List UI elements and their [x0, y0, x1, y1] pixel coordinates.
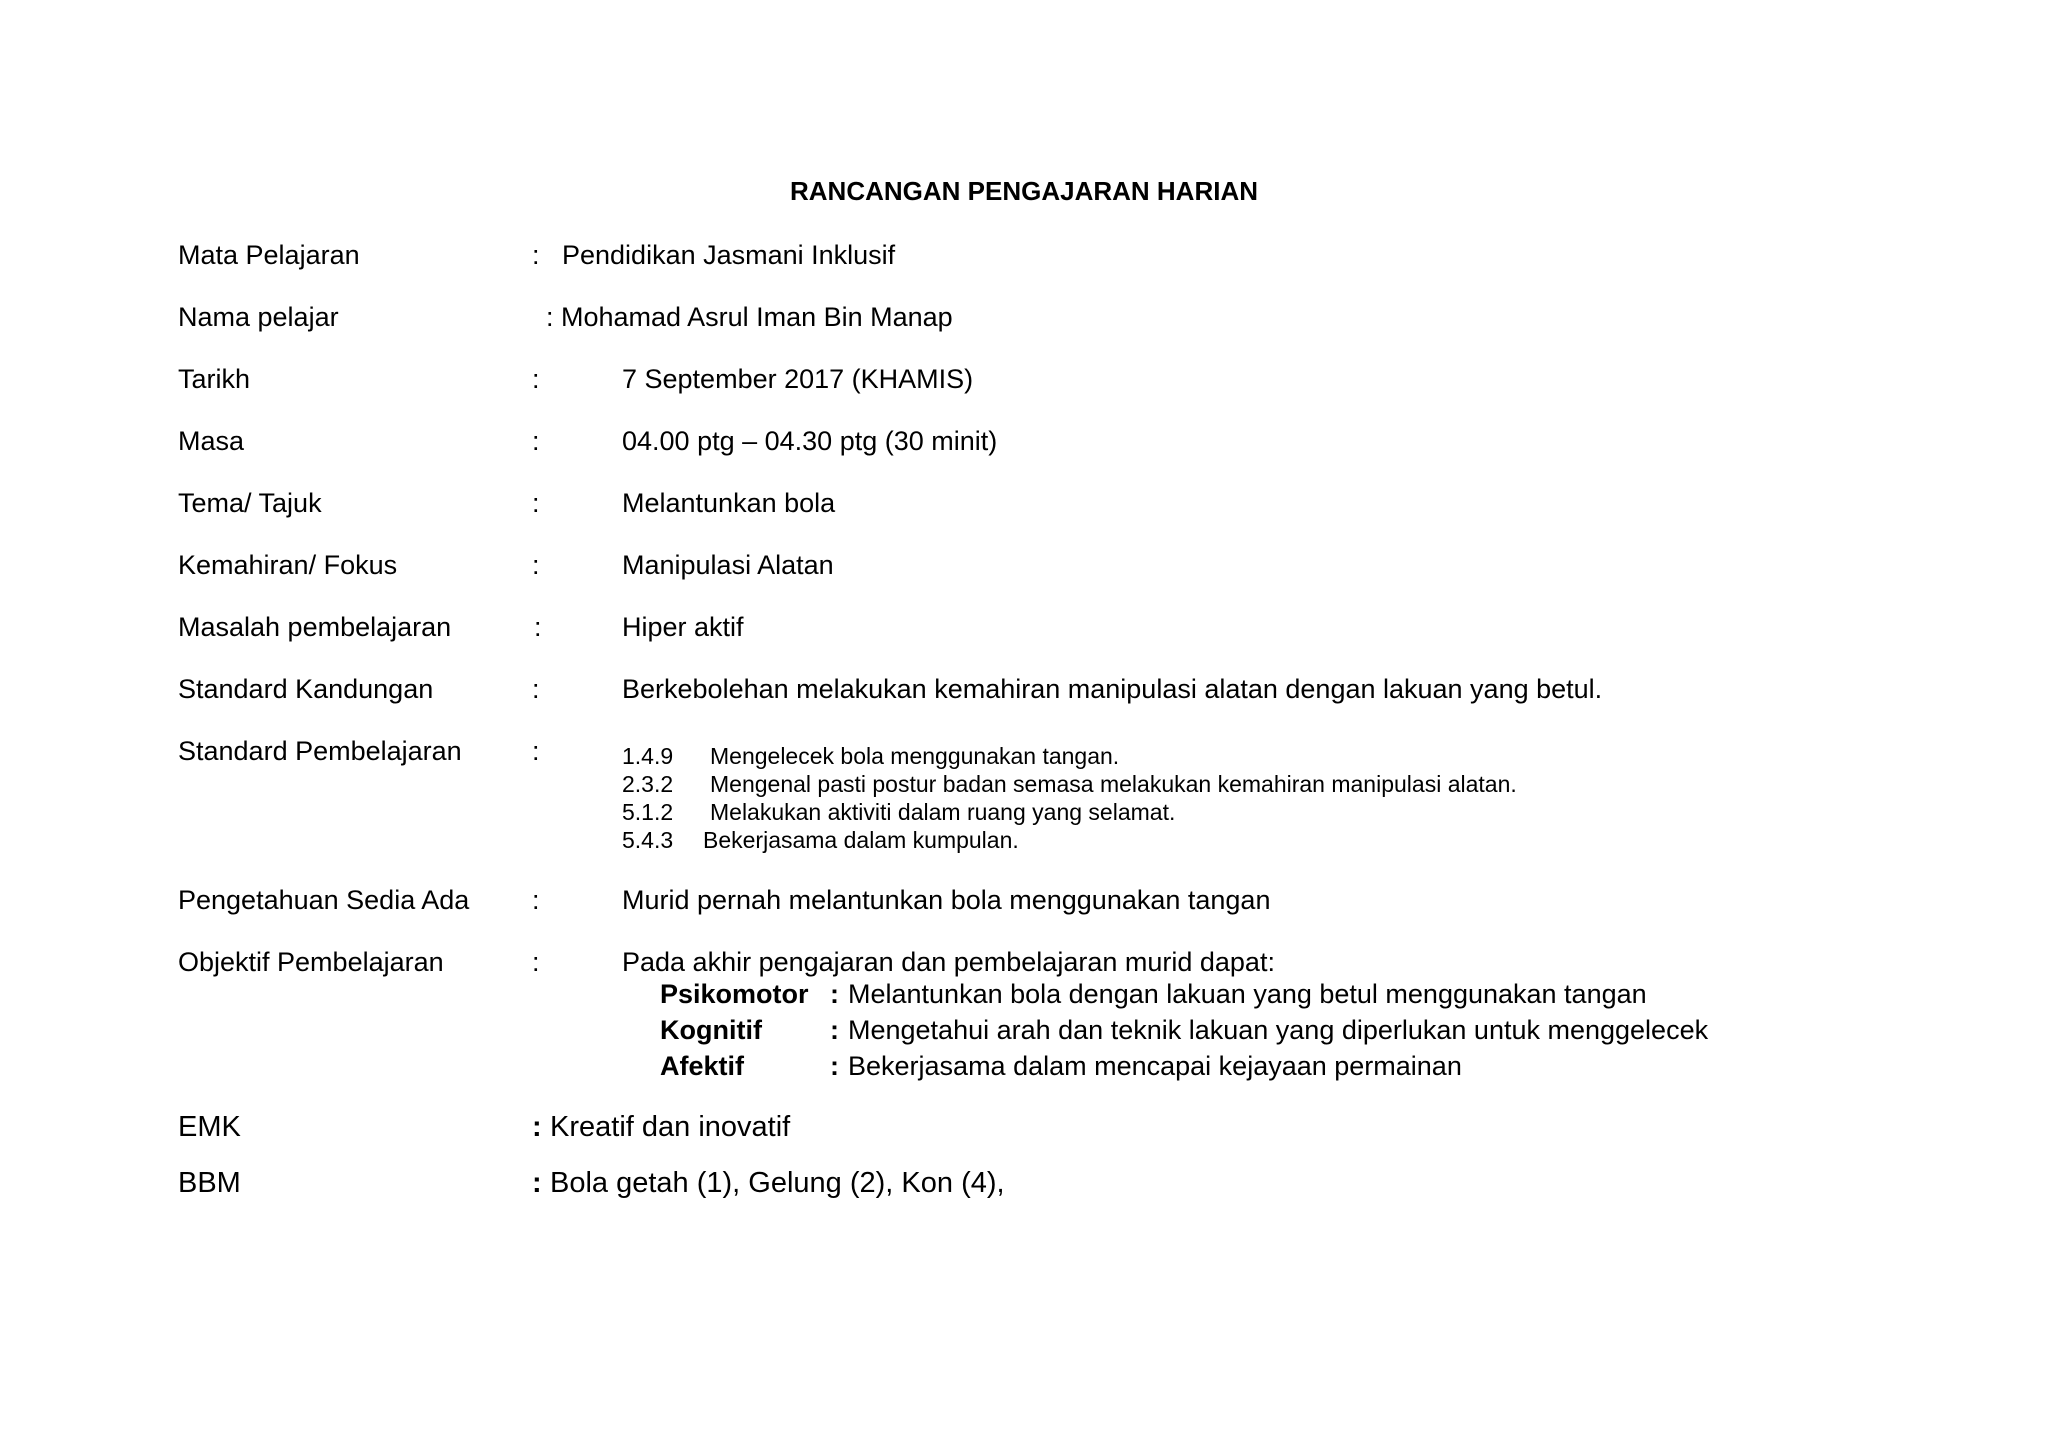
field-colon: : [532, 1167, 542, 1199]
field-value-bbm: Bola getah (1), Gelung (2), Kon (4), [550, 1167, 1005, 1199]
field-value-mata-pelajaran: Pendidikan Jasmani Inklusif [562, 240, 896, 270]
objective-domain: Kognitif [660, 1015, 762, 1045]
standard-code: 5.1.2 [622, 799, 674, 825]
field-colon: : [532, 240, 540, 270]
field-label-masa: Masa [178, 426, 245, 456]
field-colon: : [532, 736, 540, 766]
field-label-bbm: BBM [178, 1167, 241, 1199]
field-label-kemahiran-fokus: Kemahiran/ Fokus [178, 550, 398, 580]
objective-colon: : [830, 1015, 839, 1045]
field-value-pengetahuan-sedia-ada: Murid pernah melantunkan bola menggunakan tangan [622, 885, 1271, 915]
field-label-standard-pembelajaran: Standard Pembelajaran [178, 736, 462, 766]
field-colon: : [532, 947, 540, 977]
field-colon: : [532, 885, 540, 915]
field-label-emk: EMK [178, 1111, 241, 1143]
field-value-tema-tajuk: Melantunkan bola [622, 488, 836, 518]
objective-domain: Psikomotor [660, 979, 809, 1009]
standard-code: 2.3.2 [622, 771, 674, 797]
field-value-standard-kandungan: Berkebolehan melakukan kemahiran manipulasi alatan dengan lakuan yang betul. [622, 674, 1603, 704]
field-label-objektif-pembelajaran: Objektif Pembelajaran [178, 947, 444, 977]
objective-domain: Afektif [660, 1051, 745, 1081]
standard-code: 5.4.3 [622, 827, 674, 853]
field-colon: : [532, 426, 540, 456]
field-label-standard-kandungan: Standard Kandungan [178, 674, 434, 704]
standard-text: Bekerjasama dalam kumpulan. [703, 827, 1019, 853]
field-value-emk: Kreatif dan inovatif [550, 1111, 791, 1143]
field-label-tarikh: Tarikh [178, 364, 251, 394]
field-colon: : [532, 488, 540, 518]
document-title: RANCANGAN PENGAJARAN HARIAN [789, 176, 1258, 206]
field-label-tema-tajuk: Tema/ Tajuk [178, 488, 322, 518]
field-colon: : [532, 1111, 542, 1143]
standard-text: Mengenal pasti postur badan semasa melakukan kemahiran manipulasi alatan. [710, 771, 1517, 797]
field-value-masalah-pembelajaran: Hiper aktif [622, 612, 744, 642]
standard-code: 1.4.9 [622, 743, 674, 769]
field-colon: : [532, 364, 540, 394]
objective-text: Melantunkan bola dengan lakuan yang betul menggunakan tangan [848, 979, 1647, 1009]
field-colon: : [532, 550, 540, 580]
objective-text: Bekerjasama dalam mencapai kejayaan permainan [848, 1051, 1462, 1081]
field-value-kemahiran-fokus: Manipulasi Alatan [622, 550, 834, 580]
field-label-masalah-pembelajaran: Masalah pembelajaran [178, 612, 452, 642]
field-label-mata-pelajaran: Mata Pelajaran [178, 240, 360, 270]
objective-colon: : [830, 1051, 839, 1081]
field-label-pengetahuan-sedia-ada: Pengetahuan Sedia Ada [178, 885, 470, 915]
field-colon: : [532, 674, 540, 704]
objective-colon: : [830, 979, 839, 1009]
field-value-nama-pelajar: : Mohamad Asrul Iman Bin Manap [546, 302, 953, 332]
field-label-nama-pelajar: Nama pelajar [178, 302, 339, 332]
field-value-tarikh: 7 September 2017 (KHAMIS) [622, 364, 974, 394]
objective-text: Mengetahui arah dan teknik lakuan yang diperlukan untuk menggelecek [848, 1015, 1709, 1045]
standard-text: Mengelecek bola menggunakan tangan. [710, 743, 1120, 769]
field-colon: : [534, 612, 542, 642]
standard-text: Melakukan aktiviti dalam ruang yang selamat. [710, 799, 1176, 825]
field-value-masa: 04.00 ptg – 04.30 ptg (30 minit) [622, 426, 998, 456]
objective-intro: Pada akhir pengajaran dan pembelajaran murid dapat: [622, 947, 1275, 977]
